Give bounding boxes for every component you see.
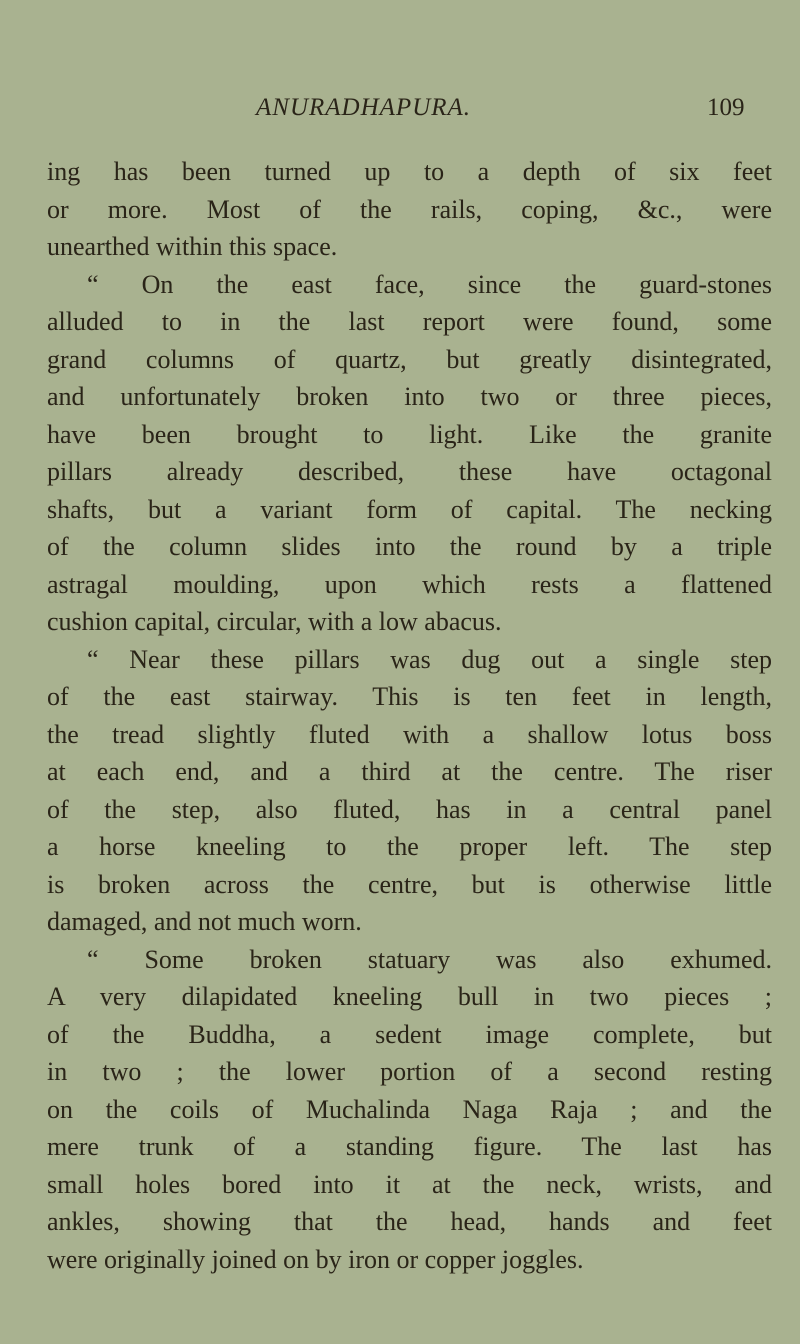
page-header bbox=[0, 94, 800, 134]
text-line: “ Some broken statuary was also exhumed. bbox=[87, 944, 772, 974]
text-line: a horse kneeling to the proper left. The step bbox=[47, 832, 772, 861]
text-line: of the Buddha, a sedent image complete, but bbox=[47, 1019, 772, 1049]
text-line: of the step, also fluted, has in a central panel bbox=[47, 794, 772, 824]
text-line: pillars already described, these have octagonal bbox=[47, 457, 772, 486]
text-line: small holes bored into it at the neck, wrists, and bbox=[47, 1169, 772, 1199]
text-line: the tread slightly fluted with a shallow lotus boss bbox=[47, 719, 772, 749]
body-text bbox=[47, 153, 772, 1278]
text-line: ankles, showing that the head, hands and feet bbox=[47, 1207, 772, 1236]
text-line: of the column slides into the round by a triple bbox=[47, 532, 772, 561]
text-line: of the east stairway. This is ten feet in length, bbox=[47, 682, 772, 711]
text-line: is broken across the centre, but is otherwise little bbox=[47, 869, 772, 899]
text-line: were originally joined on by iron or copper joggles. bbox=[47, 1244, 584, 1274]
text-line: grand columns of quartz, but greatly disintegrated, bbox=[47, 344, 772, 374]
text-line: on the coils of Muchalinda Naga Raja ; and the bbox=[47, 1094, 772, 1124]
text-line: and unfortunately broken into two or three pieces, bbox=[47, 382, 772, 411]
text-line: have been brought to light. Like the granite bbox=[47, 419, 772, 449]
text-line: ing has been turned up to a depth of six feet bbox=[47, 157, 772, 186]
text-line: “ Near these pillars was dug out a single step bbox=[87, 644, 772, 674]
text-line: or more. Most of the rails, coping, &c., were bbox=[47, 194, 772, 224]
text-line: at each end, and a third at the centre. The riser bbox=[47, 757, 772, 786]
text-line: astragal moulding, upon which rests a flattened bbox=[47, 569, 772, 599]
text-line: alluded to in the last report were found, some bbox=[47, 307, 772, 336]
text-line: in two ; the lower portion of a second resting bbox=[47, 1057, 772, 1086]
text-line: shafts, but a variant form of capital. The necking bbox=[47, 494, 772, 524]
text-line: damaged, and not much worn. bbox=[47, 907, 362, 936]
text-line: “ On the east face, since the guard-stones bbox=[87, 269, 772, 299]
text-line: A very dilapidated kneeling bull in two pieces ; bbox=[47, 982, 772, 1011]
page-number: 109 bbox=[707, 94, 745, 121]
text-line: unearthed within this space. bbox=[47, 232, 338, 261]
text-line: cushion capital, circular, with a low abacus. bbox=[47, 607, 502, 636]
running-title: ANURADHAPURA. bbox=[256, 94, 472, 121]
text-line: mere trunk of a standing figure. The last has bbox=[47, 1132, 772, 1161]
